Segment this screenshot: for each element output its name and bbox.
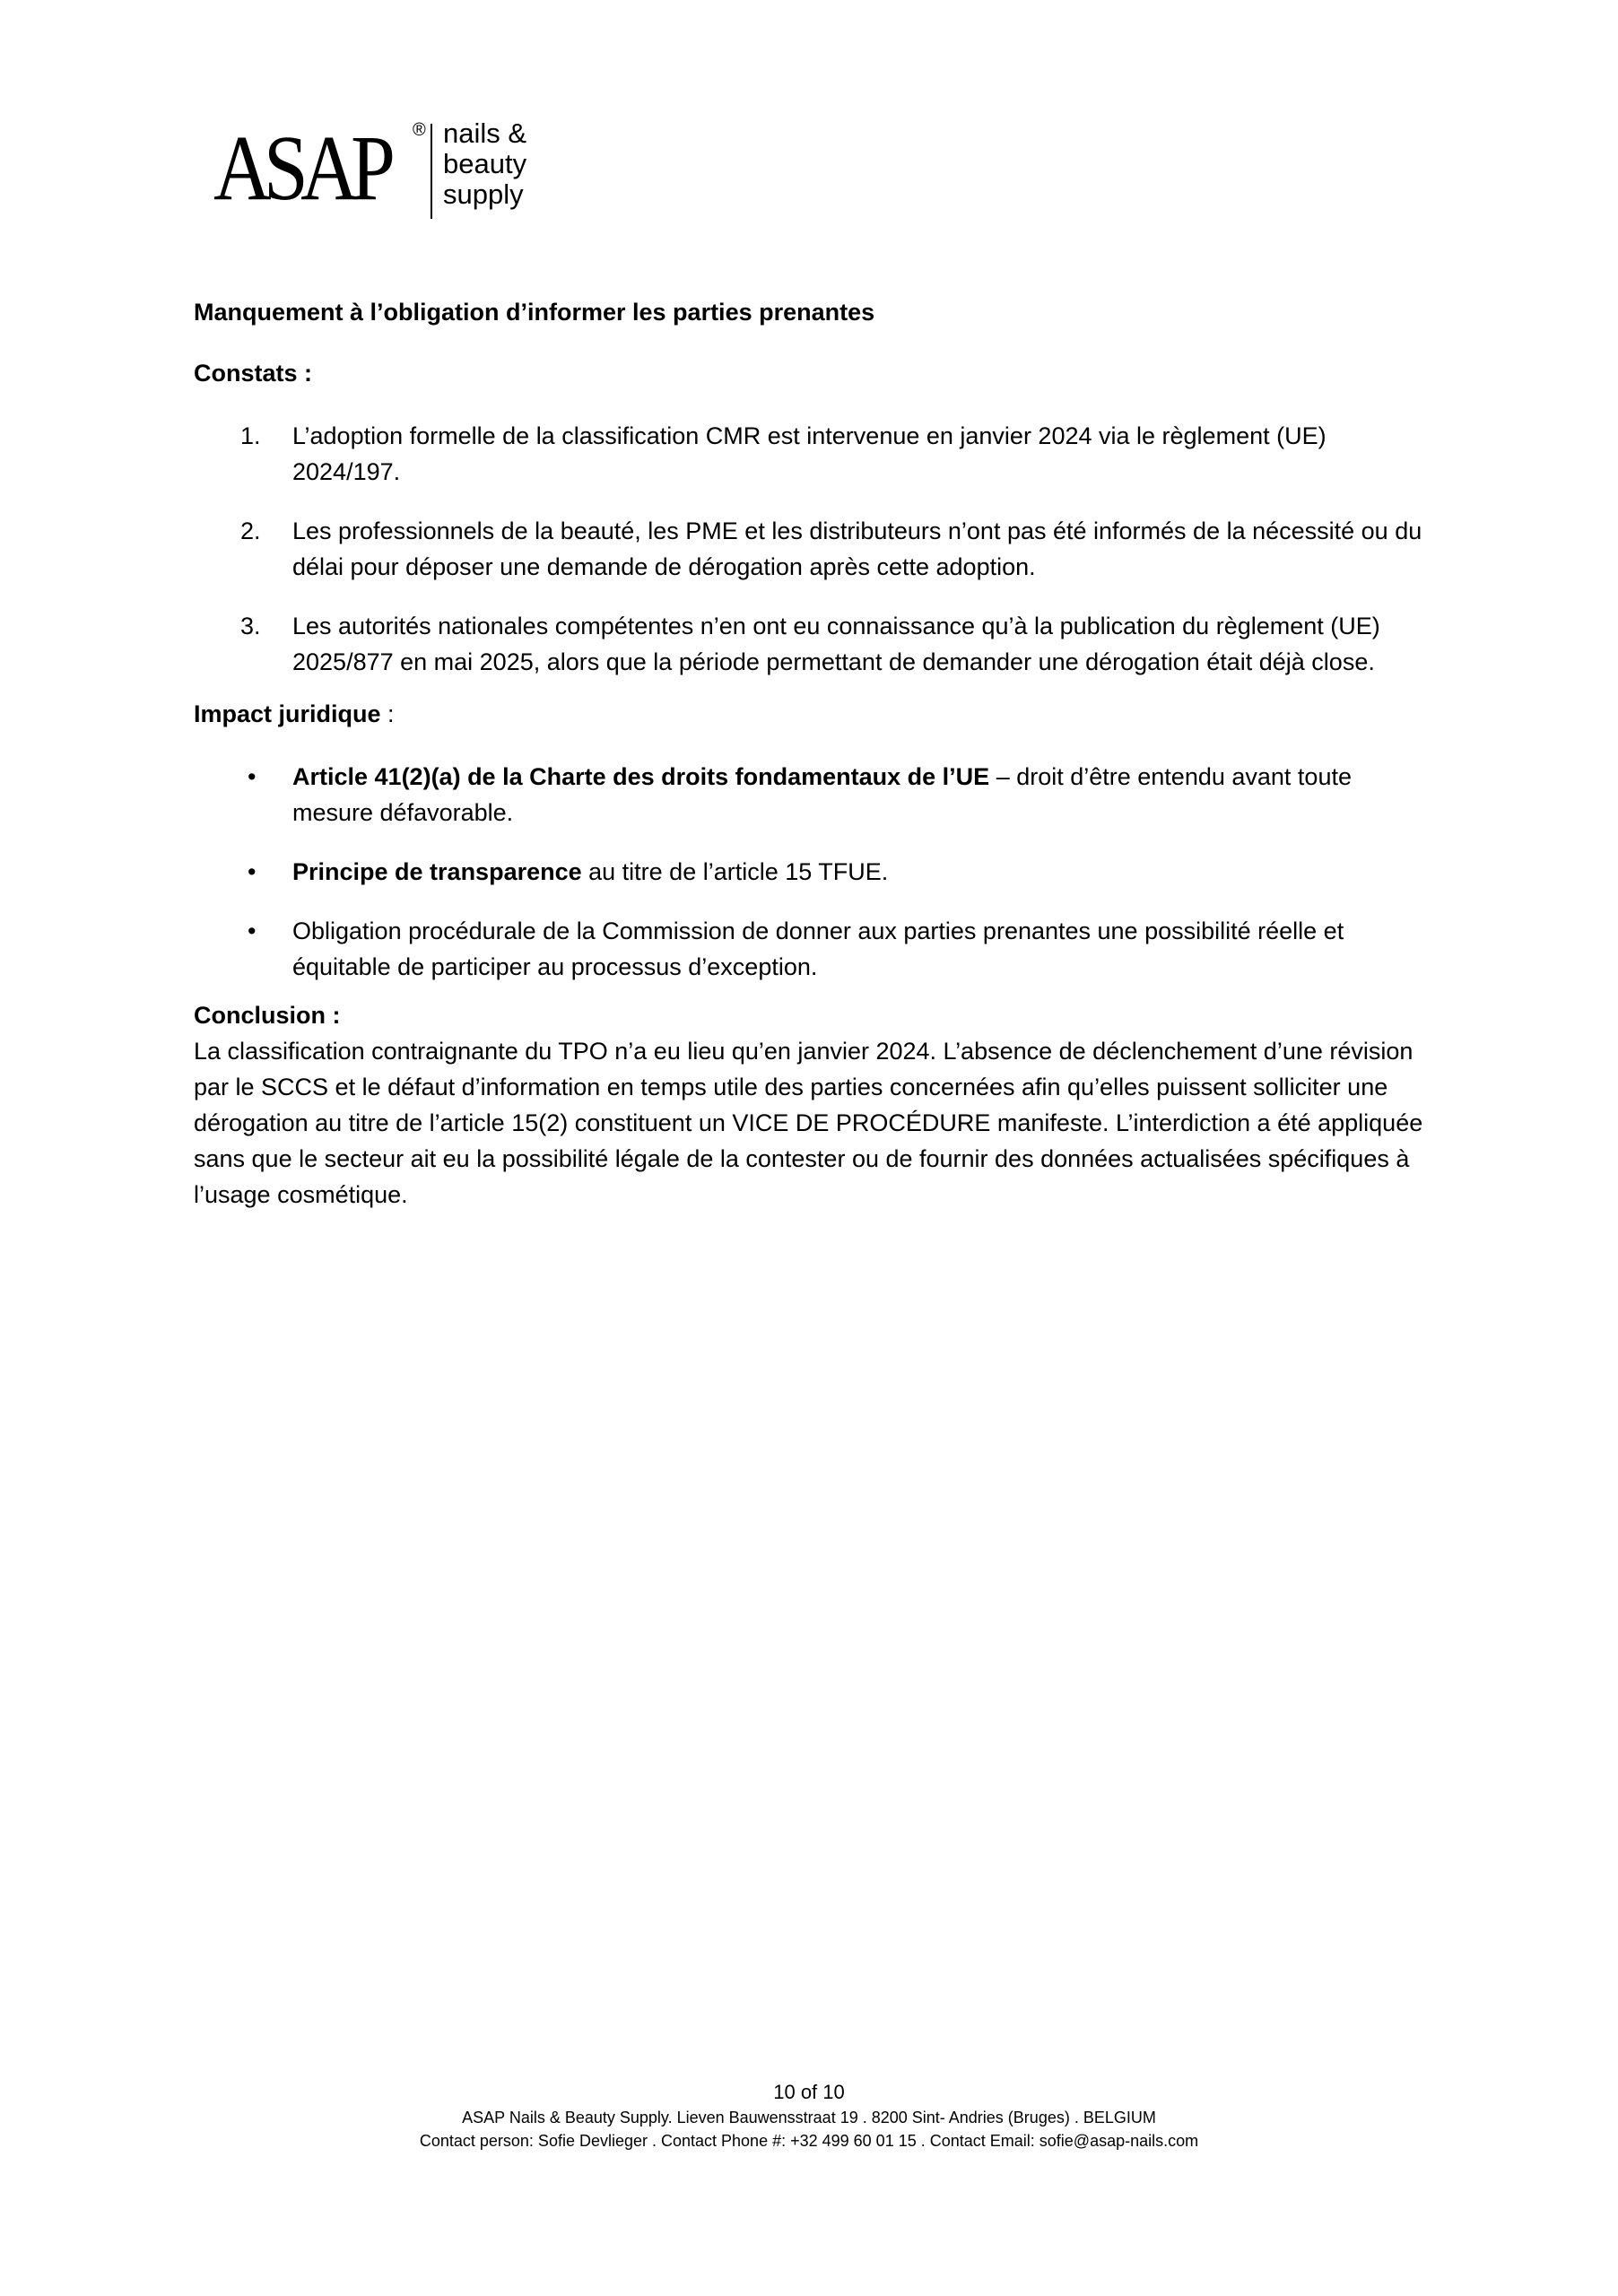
finding-item bbox=[194, 418, 1431, 490]
finding-text: Les autorités nationales compétentes n’en ont eu connaissance qu’à la publication du règlement (UE) 2025/877 en mai 2025, alors que la période permettant de demander une dérogation était déjà close. bbox=[292, 613, 1380, 675]
bullet-icon: • bbox=[248, 858, 257, 885]
findings-list bbox=[194, 418, 1431, 680]
impact-bold-text: Article 41(2)(a) de la Charte des droits fondamentaux de l’UE bbox=[292, 763, 990, 790]
section-heading: Manquement à l’obligation d’informer les parties prenantes bbox=[194, 299, 875, 326]
bullet-icon: • bbox=[248, 763, 257, 790]
registered-mark: ® bbox=[413, 120, 426, 140]
impact-label-text: Impact juridique bbox=[194, 700, 381, 727]
logo-tagline-line: supply bbox=[443, 178, 524, 210]
impact-text: au titre de l’article 15 TFUE. bbox=[581, 858, 889, 885]
impact-item bbox=[194, 913, 1431, 985]
impact-text: – droit d’être entendu avant toute mesure défavorable. bbox=[292, 763, 1352, 826]
finding-item bbox=[194, 608, 1431, 680]
logo-tagline-line: nails & bbox=[443, 117, 527, 149]
finding-number: 1. bbox=[240, 422, 261, 449]
finding-text: L’adoption formelle de la classification CMR est intervenue en janvier 2024 via le règlement (UE) 2024/197. bbox=[292, 422, 1327, 485]
logo-divider bbox=[431, 124, 432, 219]
impact-item bbox=[194, 854, 1431, 890]
company-logo bbox=[213, 117, 527, 222]
impact-bold-text: Principe de transparence bbox=[292, 858, 582, 885]
conclusion-label: Conclusion : bbox=[194, 1002, 341, 1029]
impact-text: Obligation procédurale de la Commission de donner aux parties prenantes une possibilité réelle et équitable de participer au processus d’exception. bbox=[292, 918, 1344, 980]
finding-item bbox=[194, 513, 1431, 585]
footer-contact: Contact person: Sofie Devlieger . Contact Phone #: +32 499 60 01 15 . Contact Email: sofie@asap-nails.com bbox=[419, 2132, 1199, 2150]
finding-number: 2. bbox=[240, 517, 261, 544]
logo-mark: ASAP bbox=[213, 117, 388, 220]
constats-label: Constats : bbox=[194, 360, 313, 387]
conclusion-text: La classification contraignante du TPO n’a eu lieu qu’en janvier 2024. L’absence de déclenchement d’une révision par le SCCS et le défaut d’information en temps utile des parties concernées afin qu’elles puissent solliciter une dérogation au titre de l’article 15(2) constituent un VICE DE PROCÉDURE manifeste. L’interdiction a été appliquée sans que le secteur ait eu la possibilité légale de la contester ou de fournir des données actualisées spécifiques à l’usage cosmétique. bbox=[194, 1038, 1423, 1208]
logo-tagline-line: beauty bbox=[443, 148, 527, 179]
bullet-icon: • bbox=[248, 918, 257, 944]
impact-label-colon: : bbox=[380, 700, 395, 727]
impact-label bbox=[194, 696, 1431, 732]
finding-number: 3. bbox=[240, 613, 261, 639]
page-footer bbox=[0, 2079, 1618, 2152]
logo-tagline bbox=[443, 118, 526, 210]
document-body bbox=[194, 294, 1431, 1213]
footer-address: ASAP Nails & Beauty Supply. Lieven Bauwensstraat 19 . 8200 Sint- Andries (Bruges) . BELGIUM bbox=[462, 2109, 1156, 2126]
impact-item bbox=[194, 759, 1431, 831]
page-number: 10 of 10 bbox=[773, 2081, 845, 2103]
finding-text: Les professionnels de la beauté, les PME et les distributeurs n’ont pas été informés de la nécessité ou du délai pour déposer une demande de dérogation après cette adoption. bbox=[292, 517, 1422, 580]
impact-list bbox=[194, 759, 1431, 985]
